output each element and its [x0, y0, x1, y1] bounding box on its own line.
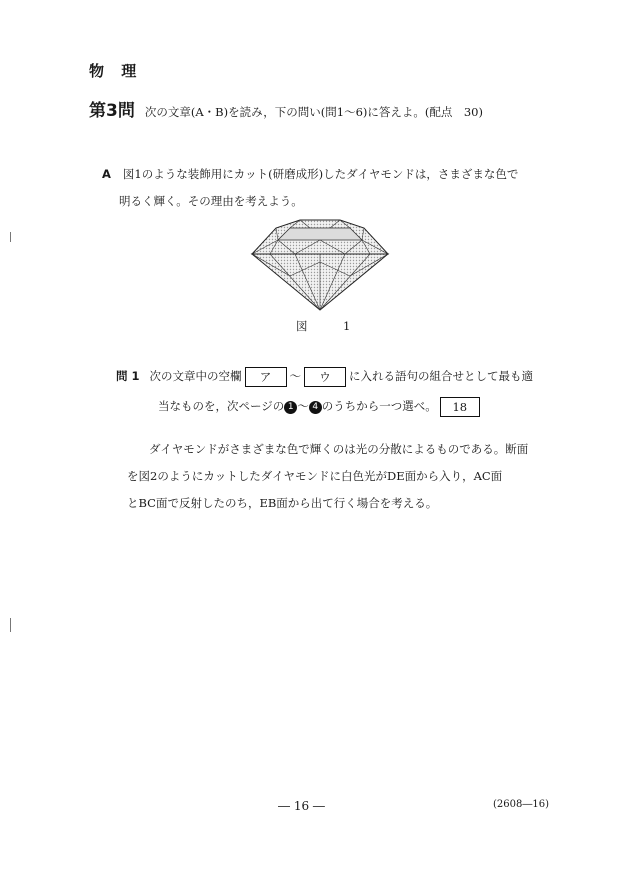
blank-start-box: ア — [245, 367, 287, 387]
passage-line-1: ダイヤモンドがさまざまな色で輝くのは光の分散によるものである。断面 — [149, 442, 529, 456]
tilde-text: ～ — [289, 369, 302, 383]
question-instructions: 次の文章(A・B)を読み，下の問い(問1～6)に答えよ。(配点 30) — [144, 105, 483, 119]
section-a — [102, 161, 518, 215]
choice-first-marker: 1 — [284, 401, 297, 414]
question-header — [89, 96, 483, 121]
question-number: 第3問 — [89, 101, 135, 121]
question-1 — [116, 361, 533, 421]
passage — [127, 436, 528, 517]
answer-box: 18 — [440, 397, 480, 417]
question-1-text-d: のうちから一つ選べ。 — [321, 399, 437, 413]
section-a-text-1: 図1のような装飾用にカット(研磨成形)したダイヤモンドは，さまざまな色で — [122, 167, 519, 181]
diamond-figure — [250, 214, 390, 314]
page-number: ― 16 ― — [278, 799, 325, 813]
figure-caption: 図 1 — [296, 319, 363, 333]
question-1-text-b: に入れる語句の組合せとして最も適 — [349, 369, 534, 383]
blank-end-box: ウ — [304, 367, 346, 387]
choice-last-marker: 4 — [309, 401, 322, 414]
passage-line-3: とBC面で反射したのち，EB面から出て行く場合を考える。 — [127, 496, 438, 510]
question-1-text-a: 次の文章中の空欄 — [149, 369, 242, 383]
margin-mark — [10, 618, 11, 632]
question-1-text-c: 当なものを，次ページの — [158, 399, 285, 413]
document-code: (2608―16) — [493, 799, 549, 810]
section-a-label: A — [102, 167, 111, 181]
question-1-line-1 — [116, 361, 533, 391]
margin-mark — [10, 232, 11, 242]
question-1-line-2 — [116, 391, 533, 421]
passage-line-2: を図2のようにカットしたダイヤモンドに白色光がDE面から入り，AC面 — [127, 469, 503, 483]
subject-heading: 物 理 — [89, 62, 143, 80]
section-a-text-2: 明るく輝く。その理由を考えよう。 — [119, 194, 303, 208]
question-1-label: 問 1 — [116, 369, 140, 383]
section-a-line-1 — [102, 161, 518, 188]
choice-separator: ～ — [297, 399, 309, 413]
